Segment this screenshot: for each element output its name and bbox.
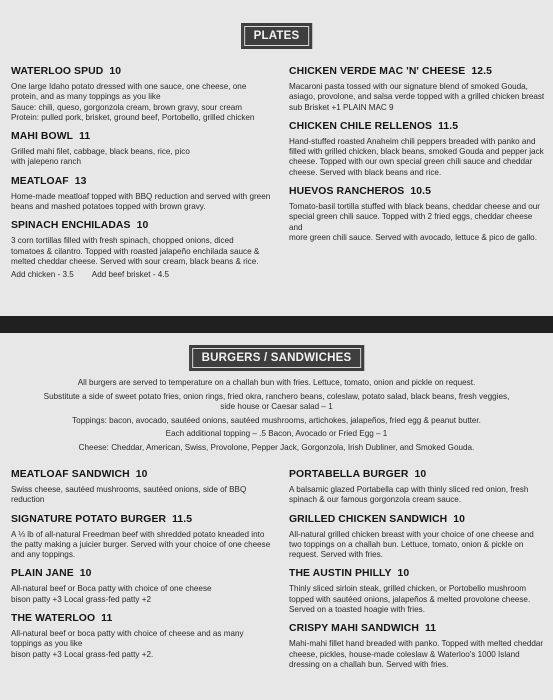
item-description bbox=[11, 82, 281, 123]
add-on-option: Add chicken - 3.5 bbox=[11, 270, 74, 280]
description-line: 3 corn tortillas filled with fresh spinach, chopped onions, diced bbox=[11, 236, 234, 246]
item-price: 10 bbox=[79, 568, 92, 580]
description-line: Grilled mahi filet, cabbage, black beans, rice, pico bbox=[11, 147, 190, 157]
plates-section bbox=[0, 0, 553, 316]
item-price: 10 bbox=[109, 66, 122, 77]
menu-item-mahi-bowl bbox=[11, 131, 281, 168]
item-description bbox=[11, 485, 283, 506]
description-line: One large Idaho potato dressed with one sauce, one cheese, one bbox=[11, 82, 247, 91]
description-line: reduction bbox=[11, 495, 45, 505]
item-title bbox=[11, 514, 283, 525]
item-description bbox=[289, 82, 547, 113]
item-name: GRILLED CHICKEN SANDWICH bbox=[289, 513, 448, 525]
item-description bbox=[11, 147, 281, 168]
burgers-section bbox=[0, 333, 553, 700]
description-line: tomatoes & cilantro. Topped with roasted jalapeño enchilada sauce & bbox=[11, 246, 260, 256]
item-price: 11 bbox=[424, 623, 437, 635]
item-price: 10 bbox=[136, 220, 149, 232]
intro-line: Cheese: Cheddar, American, Swiss, Provolone, Pepper Jack, Gorgonzola, Irish Dubliner, and Smoked Gouda. bbox=[78, 442, 475, 452]
item-name: HUEVOS RANCHEROS bbox=[289, 186, 405, 198]
burgers-left-column bbox=[11, 469, 283, 668]
description-line: All-natural grilled chicken breast with your choice of one cheese and bbox=[289, 529, 534, 539]
item-title bbox=[11, 131, 281, 142]
description-line: and any toppings. bbox=[11, 550, 76, 560]
description-line: the patty making a juicier burger. Served with your choice of one cheese bbox=[11, 539, 271, 549]
description-line: more green chili sauce. Served with avocado, lettuce & pico de gallo. bbox=[289, 232, 537, 242]
menu-item-the-austin-philly bbox=[289, 568, 547, 615]
item-price: 10 bbox=[135, 469, 148, 480]
item-price: 10 bbox=[414, 469, 427, 480]
intro-line: Substitute a side of sweet potato fries, onion rings, fried okra, ranchero beans, coleslaw, potato salad, black beans, fresh veggies, side house or Caesar salad – 1 bbox=[43, 391, 510, 412]
item-title bbox=[11, 176, 281, 187]
description-line: two toppings on a challah bun. Lettuce, tomato, onion & pickle on bbox=[289, 539, 524, 549]
item-price: 11 bbox=[79, 131, 91, 143]
item-title bbox=[11, 220, 281, 231]
item-title bbox=[289, 469, 547, 480]
item-title bbox=[289, 568, 547, 579]
description-line: Mahi-mahi fillet hand breaded with panko. Topped with melted cheddar bbox=[289, 639, 544, 649]
item-name: PORTABELLA BURGER bbox=[289, 469, 409, 480]
item-price: 11.5 bbox=[172, 513, 193, 525]
description-line: Tomato-basil tortilla stuffed with black beans, cheddar cheese and our bbox=[289, 202, 540, 212]
description-line: cheese, pickles, house-made coleslaw & Waterloo's 1000 Island bbox=[289, 649, 520, 659]
item-price: 10 bbox=[397, 568, 410, 580]
item-price: 10.5 bbox=[410, 186, 431, 198]
description-line: cheese. Topped with our own special green chili sauce and cheddar bbox=[289, 157, 533, 167]
description-line: topped with sautéed onions, jalapeños & melted provolone cheese. bbox=[289, 594, 531, 604]
menu-item-huevos-rancheros bbox=[289, 186, 547, 243]
menu-item-spinach-enchiladas bbox=[11, 220, 281, 279]
item-price: 13 bbox=[74, 175, 87, 187]
item-name: SIGNATURE POTATO BURGER bbox=[11, 513, 167, 525]
description-line: sub Brisket +1 PLAIN MAC 9 bbox=[289, 102, 394, 112]
description-line: All-natural beef or Boca patty with choice of one cheese bbox=[11, 584, 212, 594]
item-price: 10 bbox=[453, 513, 466, 525]
item-description bbox=[11, 192, 281, 213]
description-line: Hand-stuffed roasted Anaheim chili peppers breaded with panko and bbox=[289, 136, 536, 146]
description-line: Sauce: chili, queso, gorgonzola cream, brown gravy, sour cream bbox=[11, 102, 243, 112]
description-line: melted cheddar cheese. Served with sour cream, black beans & rice. bbox=[11, 256, 259, 266]
menu-item-grilled-chicken-sandwich bbox=[289, 514, 547, 561]
description-line: toppings as you like bbox=[11, 639, 83, 649]
item-name: THE WATERLOO bbox=[11, 613, 96, 625]
menu-item-waterloo-spud bbox=[11, 66, 281, 123]
item-description bbox=[11, 584, 283, 605]
description-line: A balsamic glazed Portabella cap with thinly sliced red onion, fresh bbox=[289, 485, 529, 494]
description-line: filled with grilled chicken, black beans, smoked Gouda and pepper jack bbox=[289, 147, 544, 157]
description-line: cheese. Served with black beans and rice. bbox=[289, 167, 442, 177]
item-name: WATERLOO SPUD bbox=[11, 66, 104, 77]
item-name: CHICKEN VERDE MAC 'N' CHEESE bbox=[289, 66, 466, 77]
item-price: 11 bbox=[101, 613, 113, 625]
menu-item-signature-potato-burger bbox=[11, 514, 283, 561]
menu-item-the-waterloo bbox=[11, 613, 283, 660]
item-price: 11.5 bbox=[438, 120, 459, 132]
item-title bbox=[289, 623, 547, 634]
item-description bbox=[289, 584, 547, 615]
description-line: Thinly sliced sirloin steak, grilled chicken, or Portobello mushroom bbox=[289, 584, 527, 594]
menu-item-crispy-mahi-sandwich bbox=[289, 623, 547, 670]
description-line: bison patty +3 Local grass-fed patty +2. bbox=[11, 649, 154, 659]
description-line: dressing on a challah bun. Served with fries. bbox=[289, 659, 449, 669]
description-line: special green chili sauce. Topped with 2 fried eggs, cheddar cheese and bbox=[289, 212, 533, 232]
description-line: asiago, provolone, and salsa verde topped with a grilled chicken breast bbox=[289, 92, 545, 102]
item-title bbox=[289, 186, 547, 197]
description-line: Macaroni pasta tossed with our signature blend of smoked Gouda, bbox=[289, 82, 528, 91]
item-name: PLAIN JANE bbox=[11, 568, 74, 580]
item-title bbox=[289, 66, 547, 77]
item-title bbox=[11, 469, 283, 480]
item-name: CRISPY MAHI SANDWICH bbox=[289, 623, 419, 635]
description-line: Swiss cheese, sautéed mushrooms, sautéed onions, side of BBQ bbox=[11, 485, 247, 494]
item-description bbox=[289, 639, 547, 670]
description-line: Protein: pulled pork, brisket, ground beef, Portobello, grilled chicken bbox=[11, 112, 255, 122]
item-title bbox=[11, 568, 283, 579]
item-title bbox=[289, 121, 547, 132]
item-description bbox=[289, 137, 547, 178]
add-on-option: Add beef brisket - 4.5 bbox=[91, 270, 170, 280]
description-line: A ⅓ lb of all-natural Freedman beef with shredded potato kneaded into bbox=[11, 529, 265, 539]
item-name: MEATLOAF SANDWICH bbox=[11, 469, 130, 480]
item-name: MEATLOAF bbox=[11, 175, 69, 187]
item-description bbox=[289, 202, 547, 243]
description-line: beans and mashed potatoes topped with brown gravy. bbox=[11, 202, 206, 212]
plates-left-column bbox=[11, 66, 281, 287]
description-line: Served on a toasted hoagie with fries. bbox=[289, 605, 425, 615]
item-description bbox=[11, 530, 283, 561]
burgers-heading: BURGERS / SANDWICHES bbox=[189, 345, 365, 371]
menu-item-portabella-burger bbox=[289, 469, 547, 506]
menu-item-plain-jane bbox=[11, 568, 283, 605]
item-name: MAHI BOWL bbox=[11, 131, 74, 143]
item-description bbox=[11, 629, 283, 660]
item-description bbox=[289, 530, 547, 561]
description-line: spinach & our famous gorgonzola cream sauce. bbox=[289, 495, 462, 505]
description-line: Home-made meatloaf topped with BBQ reduction and served with green bbox=[11, 191, 271, 201]
item-title bbox=[289, 514, 547, 525]
menu-item-meatloaf bbox=[11, 176, 281, 213]
intro-line: All burgers are served to temperature on a challah bun with fries. Lettuce, tomato, onion and pickle on request. bbox=[77, 378, 476, 387]
menu-item-meatloaf-sandwich bbox=[11, 469, 283, 506]
item-name: SPINACH ENCHILADAS bbox=[11, 220, 131, 232]
item-description bbox=[11, 236, 281, 267]
item-name: CHICKEN CHILE RELLENOS bbox=[289, 120, 433, 132]
item-title bbox=[11, 613, 283, 624]
burgers-intro bbox=[40, 378, 513, 457]
description-line: request. Served with fries. bbox=[289, 550, 383, 560]
intro-line: Each additional topping – .5 Bacon, Avocado or Fried Egg – 1 bbox=[165, 429, 388, 439]
intro-line: Toppings: bacon, avocado, sautéed onions, sautéed mushrooms, artichokes, jalapeños, fried egg & peanut butter. bbox=[72, 415, 481, 425]
item-price: 12.5 bbox=[471, 66, 492, 77]
item-description bbox=[289, 485, 547, 506]
description-line: bison patty +3 Local grass-fed patty +2 bbox=[11, 594, 152, 604]
menu-item-chicken-verde-mac-n-cheese bbox=[289, 66, 547, 113]
item-add-ons bbox=[11, 270, 281, 279]
plates-right-column bbox=[289, 66, 547, 251]
description-line: with jalepeno ranch bbox=[11, 157, 82, 167]
plates-heading: PLATES bbox=[241, 23, 313, 49]
menu-item-chicken-chile-rellenos bbox=[289, 121, 547, 178]
item-title bbox=[11, 66, 281, 77]
burgers-right-column bbox=[289, 469, 547, 678]
description-line: protein, and as many toppings as you like bbox=[11, 92, 161, 102]
item-name: THE AUSTIN PHILLY bbox=[289, 568, 392, 580]
description-line: All-natural beef or boca patty with choice of cheese and as many bbox=[11, 629, 244, 639]
